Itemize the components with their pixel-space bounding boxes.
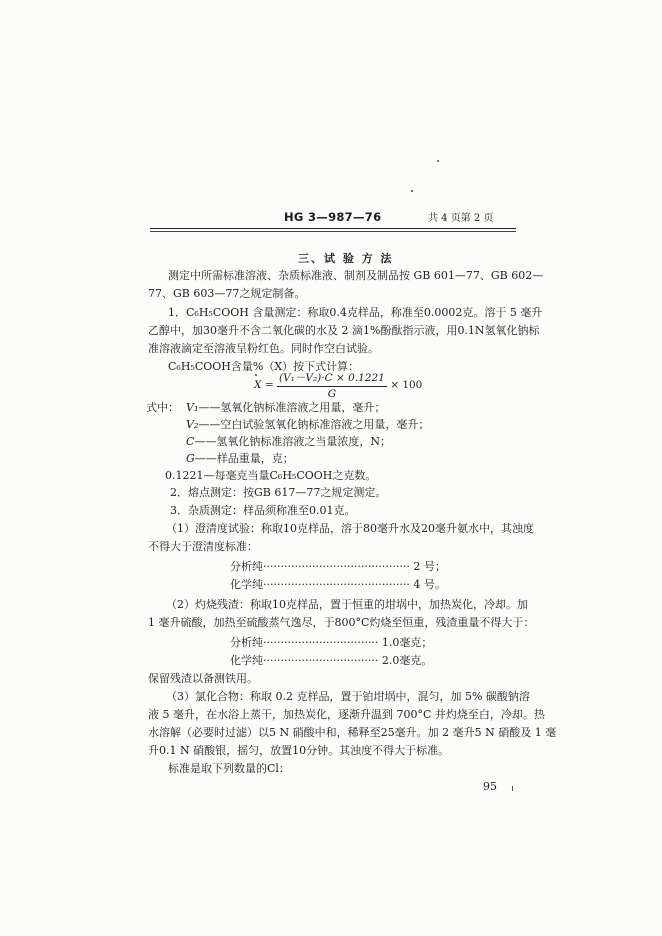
- item1-line: 准溶液滴定至溶液呈粉红色。同时作空白试验。: [148, 342, 379, 355]
- symbol-v1: V₁: [186, 401, 199, 414]
- where-row-g: [186, 452, 294, 466]
- item1-line: 乙醇中，加30毫升不含二氧化碳的水及 2 滴1%酚酞指示液，用0.1N氢氧化钠标: [148, 324, 540, 337]
- sub1-row: 化学纯·········································· 4 号。: [230, 578, 446, 591]
- header-rule: [150, 228, 516, 229]
- symbol-v2: V₂: [186, 418, 199, 431]
- standard-code: HG 3—987—76: [284, 210, 382, 224]
- formula-denominator: G: [327, 388, 337, 400]
- desc-v1: ——氢氧化钠标准溶液之用量，毫升；: [198, 401, 386, 414]
- sub2-line: （2）灼烧残渣：称取10克样品，置于恒重的坩埚中，加热炭化，冷却。加: [166, 598, 528, 611]
- sub3-line: 水溶解（必要时过滤）以5 N 硝酸中和，稀释至25毫升。加 2 毫升5 N 硝酸及 1 毫: [148, 726, 557, 739]
- sub1-row: 分析纯·········································· 2 号；: [230, 560, 446, 573]
- calc-line: C₆H₅COOH含量%（X）按下式计算：: [168, 360, 360, 373]
- scan-speck: [411, 190, 413, 192]
- where-row-c: [186, 435, 391, 449]
- sub3-line: 升0.1 N 硝酸银，摇匀，放置10分钟。其浊度不得大于标准。: [148, 744, 450, 757]
- sub3-line: 标准是取下列数量的Cl：: [168, 762, 290, 775]
- item3-line: 3．杂质测定：样品须称准至0.01克。: [170, 504, 356, 517]
- constant-line: 0.1221—每毫克当量C₆H₅COOH之克数。: [165, 469, 377, 482]
- sub1-line: 不得大于澄清度标准：: [148, 540, 258, 553]
- sub2-row: 化学纯································· 2.0毫克。: [230, 654, 433, 667]
- formula-rhs: × 100: [390, 379, 423, 391]
- item2-line: 2．熔点测定：按GB 617—77之规定测定。: [170, 486, 387, 499]
- where-row-v1: [186, 401, 385, 415]
- sub2-row: 分析纯································· 1.0毫克；: [230, 636, 433, 649]
- intro-line: 77、GB 603—77之规定制备。: [148, 287, 306, 300]
- sub3-line: （3）氯化合物：称取 0.2 克样品，置于铂坩埚中，混匀，加 5% 碳酸钠溶: [166, 690, 530, 703]
- intro-line: 测定中所需标准溶液、杂质标准液、制剂及制品按 GB 601—77、GB 602—: [168, 269, 544, 282]
- desc-g: ——样品重量，克；: [194, 452, 294, 465]
- sub3-line: 液 5 毫升，在水浴上蒸干，加热炭化，逐渐升温到 700°C 并灼烧至白，冷却。热: [148, 708, 545, 721]
- sub1-line: （1）澄清度试验：称取10克样品，溶于80毫升水及20毫升氨水中，其浊度: [166, 522, 534, 535]
- formula-numerator: (V₁－V₂)·C × 0.1221: [277, 370, 387, 387]
- scan-speck: [437, 160, 439, 162]
- symbol-c: C: [186, 435, 195, 448]
- sub2-line: 1 毫升硫酸，加热至硫酸蒸气逸尽，于800°C灼烧至恒重，残渣重量不得大于：: [148, 616, 535, 629]
- scan-speck: [255, 374, 257, 376]
- sub2-after: 保留残渣以备测铁用。: [148, 672, 258, 685]
- formula-fraction: [277, 370, 387, 400]
- page-number: 95: [483, 780, 497, 793]
- formula: [254, 370, 422, 400]
- formula-lhs: X =: [254, 379, 274, 391]
- scan-speck: [512, 786, 513, 791]
- item1-line: 1．C₆H₅COOH 含量测定：称取0.4克样品，称准至0.0002克。溶于 5 毫升: [168, 306, 543, 319]
- where-row-v2: [186, 418, 429, 432]
- desc-v2: ——空白试验氢氧化钠标准溶液之用量，毫升；: [198, 418, 430, 431]
- desc-c: ——氢氧化钠标准溶液之当量浓度，N；: [194, 435, 392, 448]
- where-label: 式中：: [146, 401, 179, 414]
- page-info: 共 4 页第 2 页: [428, 213, 494, 224]
- header-rule-thin: [150, 231, 516, 232]
- section-title: 三、试 验 方 法: [298, 252, 394, 265]
- symbol-g: G: [186, 452, 195, 465]
